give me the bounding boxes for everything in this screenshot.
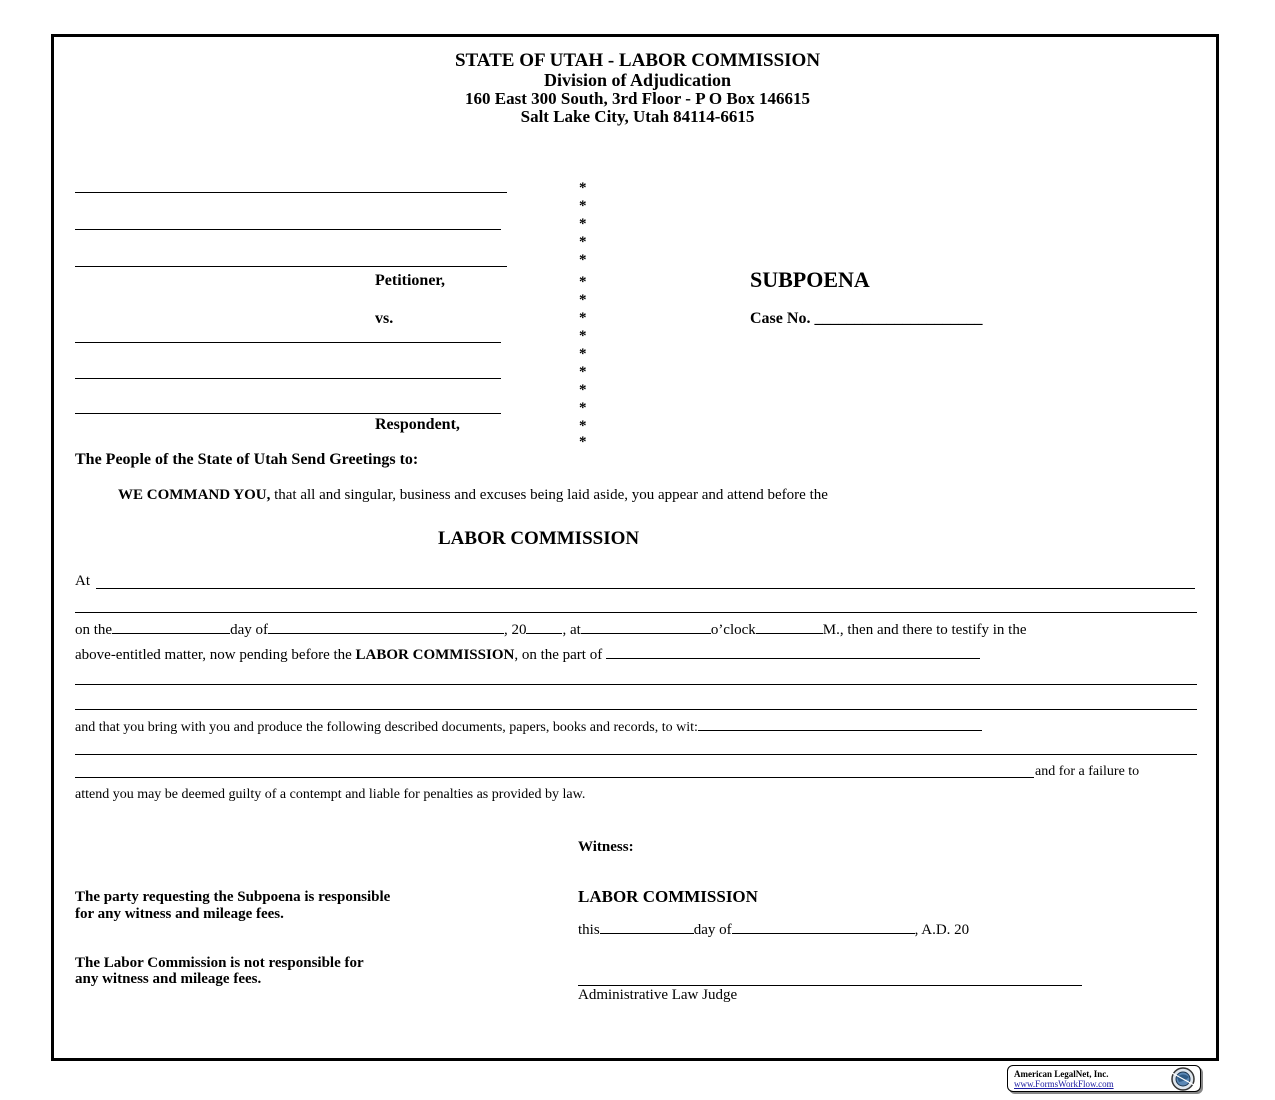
- greeting-text: The People of the State of Utah Send Greetings to:: [75, 451, 419, 468]
- testify-text: M., then and there to testify in the: [822, 622, 1027, 638]
- witness-label: Witness:: [578, 839, 634, 855]
- caption-divider-star: *: [579, 198, 587, 214]
- documents-text: and that you bring with you and produce the following described documents, papers, books and records, to wit:: [75, 720, 698, 735]
- caption-divider-star: *: [579, 180, 587, 196]
- caption-divider-star: *: [579, 382, 587, 398]
- respondent-line-3[interactable]: [75, 413, 501, 414]
- document-title: SUBPOENA: [750, 267, 870, 292]
- caption-divider-star: *: [579, 434, 587, 450]
- year-blank[interactable]: [526, 632, 562, 634]
- division-name: Division of Adjudication: [543, 70, 732, 90]
- publisher-url[interactable]: www.FormsWorkFlow.com: [1014, 1079, 1114, 1089]
- caption-divider-star: *: [579, 346, 587, 362]
- address-line-1: 160 East 300 South, 3rd Floor - P O Box 146615: [465, 89, 810, 108]
- party-line-1[interactable]: [75, 684, 1197, 685]
- party-blank[interactable]: [606, 657, 980, 659]
- ampm-blank[interactable]: [756, 632, 823, 634]
- matter-bold: LABOR COMMISSION: [355, 647, 515, 663]
- petitioner-line-2[interactable]: [75, 229, 501, 230]
- signature-commission-label: LABOR COMMISSION: [578, 887, 758, 906]
- respondent-line-2[interactable]: [75, 378, 501, 379]
- caption-divider-star: *: [579, 274, 587, 290]
- notice-2-line-1: The Labor Commission is not responsible for: [75, 955, 364, 971]
- party-line-2[interactable]: [75, 709, 1197, 710]
- documents-line-2[interactable]: [75, 754, 1197, 755]
- notice-2-line-2: any witness and mileage fees.: [75, 971, 262, 987]
- notice-1-line-1: The party requesting the Subpoena is responsible: [75, 889, 391, 905]
- case-number-field[interactable]: Case No. _____________________: [750, 310, 983, 327]
- respondent-label: Respondent,: [375, 416, 460, 433]
- vs-label: vs.: [375, 310, 394, 327]
- time-blank[interactable]: [581, 632, 711, 634]
- documents-blank[interactable]: [698, 729, 982, 731]
- year-prefix: , 20: [503, 622, 527, 638]
- on-the-label: on the: [75, 622, 113, 638]
- judge-label: Administrative Law Judge: [578, 987, 738, 1003]
- caption-divider-star: *: [579, 234, 587, 250]
- command-text: that all and singular, business and excuses being laid aside, you appear and attend before the: [270, 487, 828, 503]
- publisher-badge[interactable]: [1007, 1065, 1201, 1092]
- location-line-2[interactable]: [75, 612, 1197, 613]
- caption-divider-star: *: [579, 364, 587, 380]
- this-label: this: [578, 922, 600, 938]
- sign-date-row: [578, 922, 969, 939]
- sign-day-blank[interactable]: [600, 932, 694, 934]
- failure-text: and for a failure to: [1035, 764, 1140, 779]
- command-bold: WE COMMAND YOU,: [118, 487, 271, 503]
- caption-divider-star: *: [579, 400, 587, 416]
- address-line-2: Salt Lake City, Utah 84114-6615: [520, 107, 755, 126]
- matter-row: [75, 647, 980, 664]
- caption-divider-star: *: [579, 216, 587, 232]
- at-label: At: [75, 573, 90, 589]
- publisher-name: American LegalNet, Inc.: [1014, 1069, 1109, 1079]
- month-blank[interactable]: [268, 632, 504, 634]
- petitioner-line-3[interactable]: [75, 266, 507, 267]
- petitioner-line-1[interactable]: [75, 192, 507, 193]
- contempt-text: attend you may be deemed guilty of a contempt and liable for penalties as provided by law.: [75, 787, 586, 802]
- respondent-line-1[interactable]: [75, 342, 501, 343]
- commission-heading: LABOR COMMISSION: [438, 528, 640, 549]
- at-time-label: , at: [562, 622, 581, 638]
- documents-line-3[interactable]: [75, 777, 1034, 778]
- command-paragraph: [118, 487, 828, 504]
- caption-divider-star: *: [579, 328, 587, 344]
- caption-divider-star: *: [579, 310, 587, 326]
- caption-divider-star: *: [579, 252, 587, 268]
- date-time-row: [75, 622, 1027, 639]
- sign-day-of-label: day of: [693, 922, 732, 938]
- notice-1-line-2: for any witness and mileage fees.: [75, 906, 284, 922]
- petitioner-label: Petitioner,: [375, 272, 446, 289]
- sign-month-blank[interactable]: [732, 932, 915, 934]
- oclock-label: o’clock: [710, 622, 756, 638]
- globe-logo-icon: [1166, 1067, 1200, 1091]
- on-part-of-label: , on the part of: [514, 647, 603, 663]
- day-blank[interactable]: [112, 632, 230, 634]
- location-line-1[interactable]: [96, 588, 1195, 589]
- day-of-label: day of: [230, 622, 268, 638]
- caption-divider-star: *: [579, 418, 587, 434]
- documents-row: [75, 720, 982, 736]
- caption-divider-star: *: [579, 292, 587, 308]
- agency-title: STATE OF UTAH - LABOR COMMISSION: [454, 50, 821, 71]
- ad-label: , A.D. 20: [914, 922, 970, 938]
- matter-text: above-entitled matter, now pending before the: [75, 647, 356, 663]
- judge-signature-line[interactable]: [578, 985, 1082, 986]
